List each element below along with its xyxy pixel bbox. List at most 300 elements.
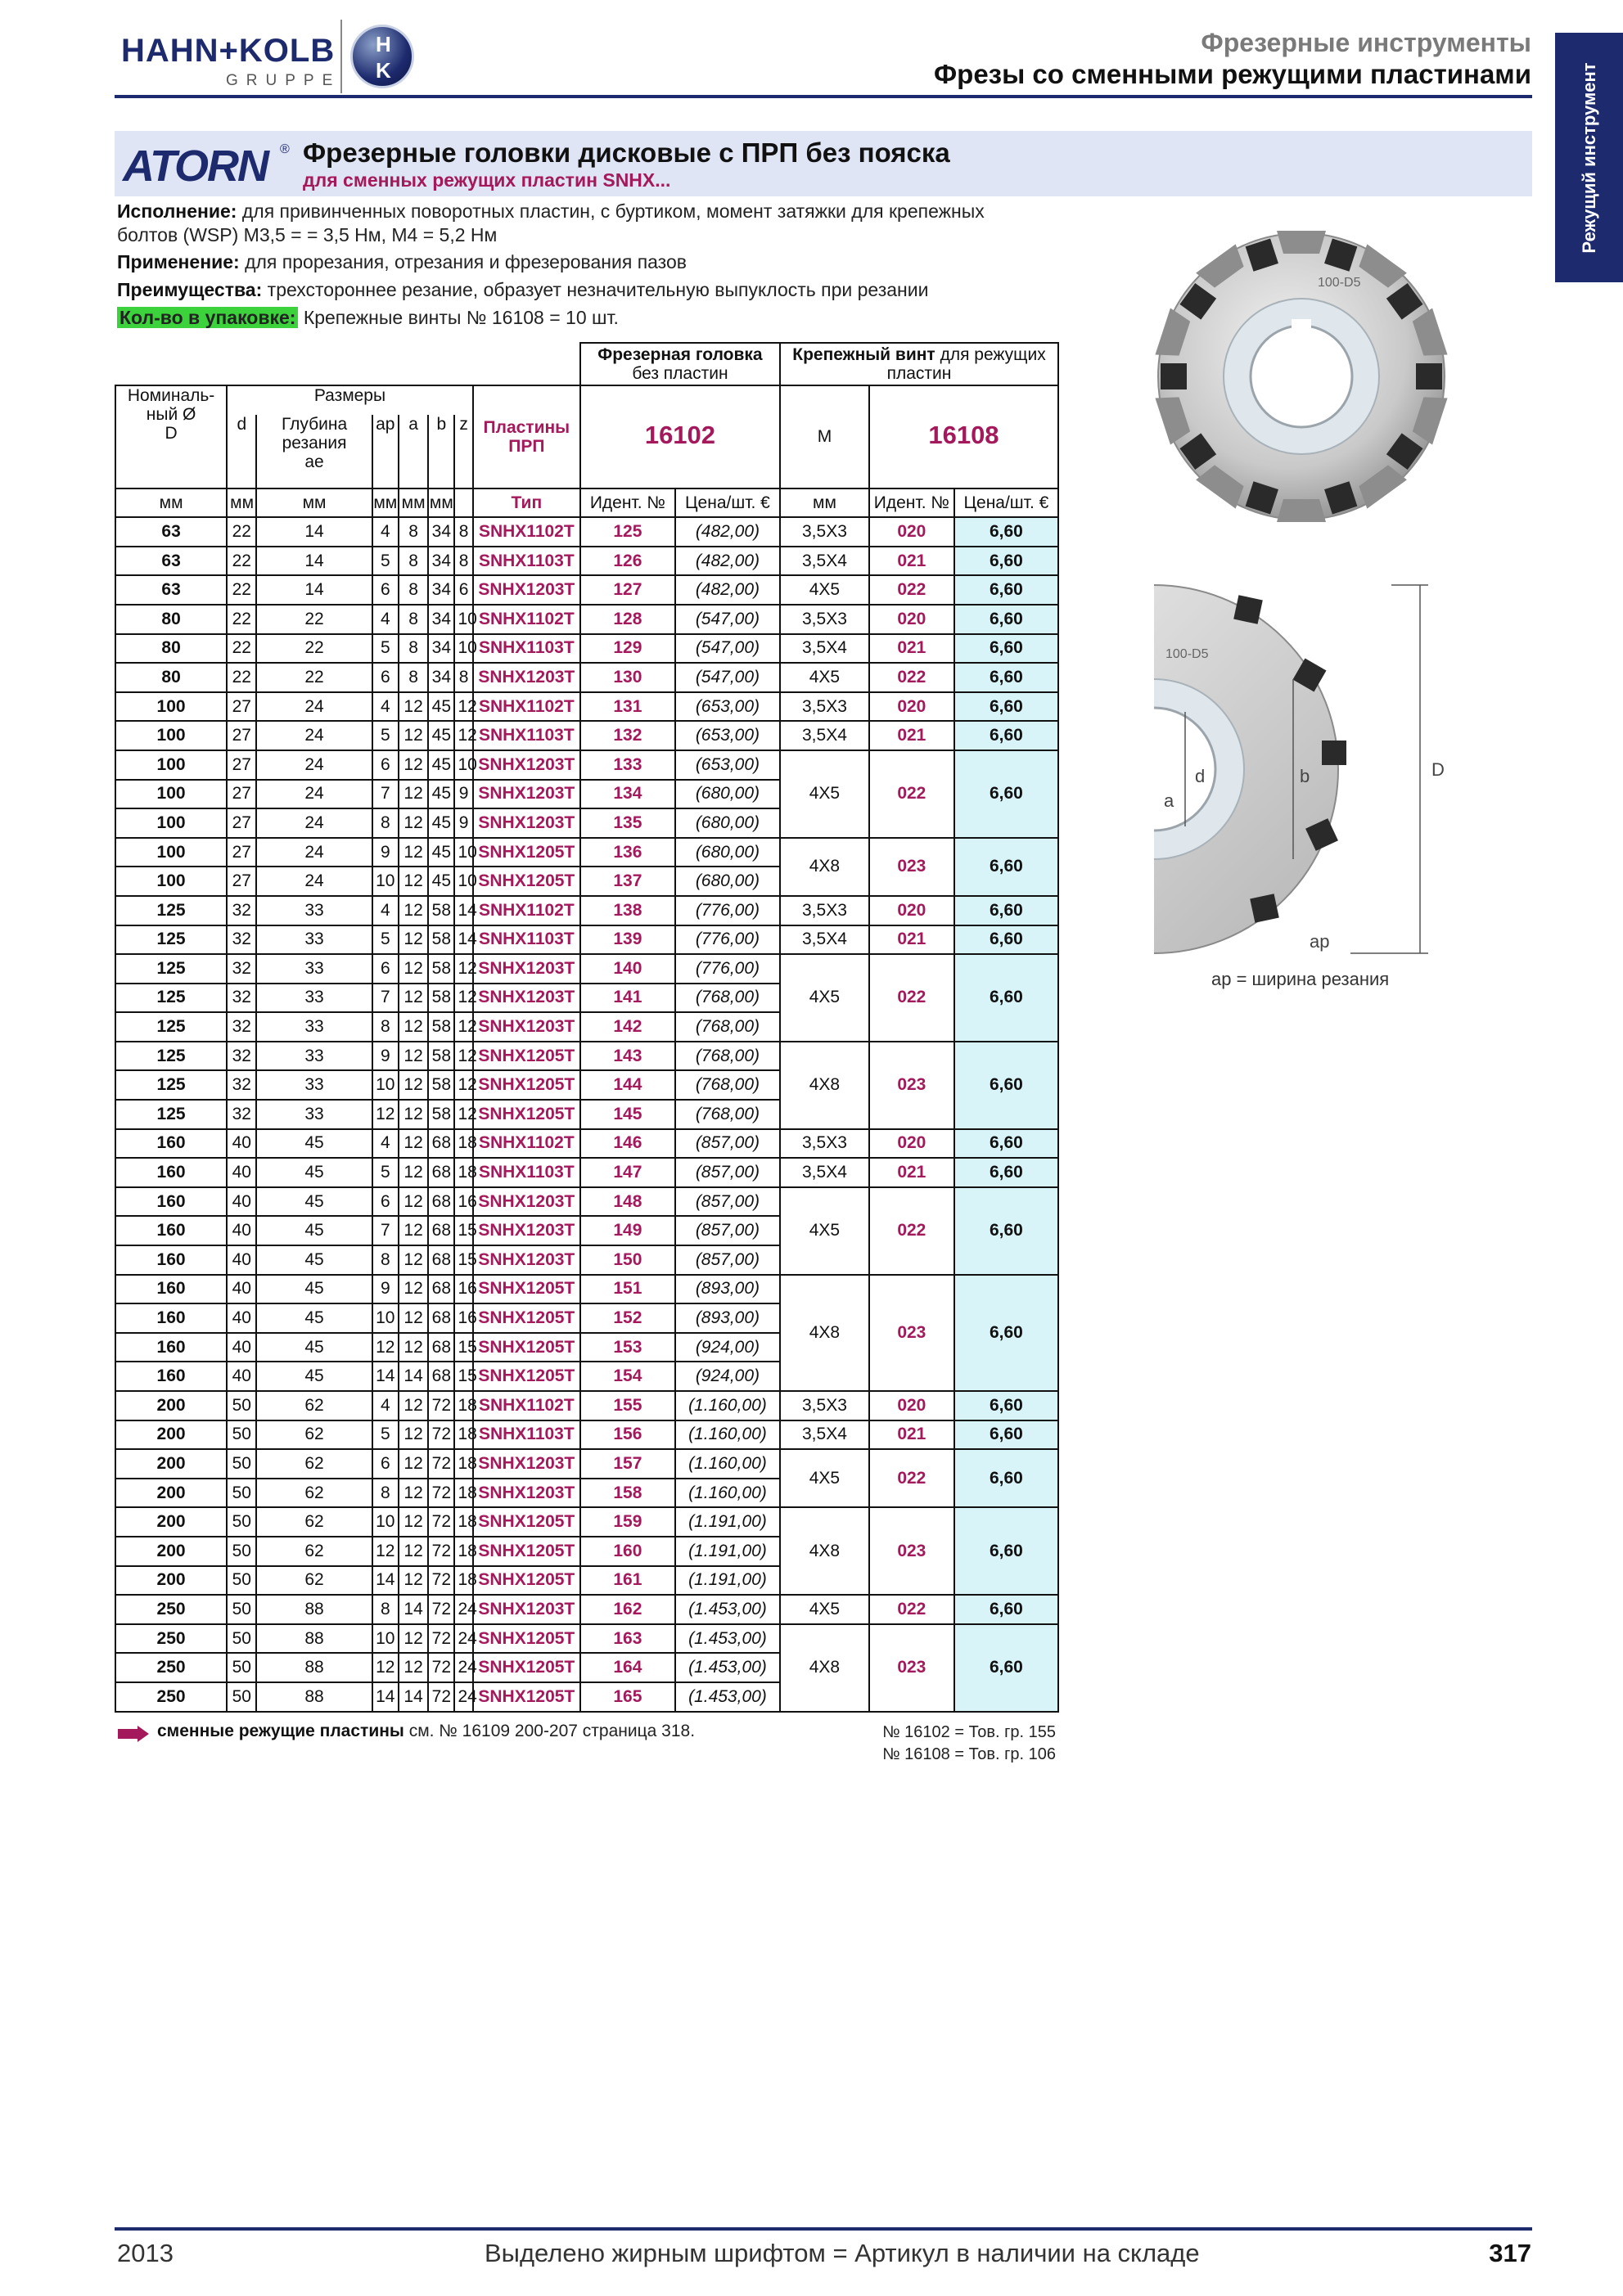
cell-a: 12	[399, 1158, 428, 1187]
cell-ae: 22	[256, 634, 372, 664]
cell-b: 68	[428, 1129, 454, 1159]
cell-a: 12	[399, 1245, 428, 1275]
cell-ap: 9	[372, 1275, 399, 1304]
cell-a: 8	[399, 547, 428, 576]
cell-b: 58	[428, 896, 454, 925]
cell-d: 32	[227, 925, 256, 955]
cell-type: SNHX1203T	[473, 1449, 580, 1479]
pack-text: Крепежные винты № 16108 = 10 шт.	[303, 307, 619, 328]
cell-ap: 10	[372, 1507, 399, 1537]
cell-screw-price: 6,60	[954, 692, 1058, 722]
cell-type: SNHX1205T	[473, 1682, 580, 1712]
cell-ap: 7	[372, 780, 399, 809]
cell-D: 125	[115, 1100, 227, 1129]
unit-id1: Идент. №	[580, 488, 675, 518]
footnote-product-groups	[868, 1722, 1056, 1766]
cell-ae: 24	[256, 838, 372, 867]
cell-screw-M: 4X5	[780, 750, 869, 838]
cell-screw-M: 3,5X3	[780, 692, 869, 722]
cell-ae: 62	[256, 1420, 372, 1450]
cell-d: 27	[227, 867, 256, 896]
cell-D: 250	[115, 1653, 227, 1682]
cell-screw-price: 6,60	[954, 925, 1058, 955]
cell-z: 18	[454, 1537, 472, 1566]
cell-D: 125	[115, 1012, 227, 1042]
cell-z: 18	[454, 1479, 472, 1508]
cell-id: 129	[580, 634, 675, 664]
cell-D: 160	[115, 1216, 227, 1245]
cell-z: 18	[454, 1507, 472, 1537]
unit-M: мм	[780, 488, 869, 518]
cell-ap: 6	[372, 1449, 399, 1479]
cell-id: 151	[580, 1275, 675, 1304]
cell-b: 72	[428, 1653, 454, 1682]
cell-type: SNHX1205T	[473, 1566, 580, 1596]
table-row	[115, 1042, 1058, 1071]
cell-D: 160	[115, 1187, 227, 1217]
hahn-kolb-logo	[121, 18, 416, 92]
cell-d: 40	[227, 1303, 256, 1333]
cell-a: 12	[399, 1449, 428, 1479]
cell-b: 58	[428, 984, 454, 1013]
desc-execution-text2: болтов (WSP) М3,5 = = 3,5 Нм, М4 = 5,2 Нм	[117, 224, 498, 245]
cell-d: 22	[227, 605, 256, 634]
cell-ap: 8	[372, 1595, 399, 1624]
cell-ae: 88	[256, 1595, 372, 1624]
cell-screw-id: 023	[869, 1042, 954, 1129]
cell-screw-M: 3,5X4	[780, 925, 869, 955]
table-row	[115, 547, 1058, 576]
cell-z: 12	[454, 1012, 472, 1042]
table-row	[115, 1275, 1058, 1304]
cell-ap: 6	[372, 663, 399, 692]
cell-a: 12	[399, 1187, 428, 1217]
cell-z: 10	[454, 605, 472, 634]
table-header-row-1	[115, 343, 1058, 385]
cell-screw-price: 6,60	[954, 1507, 1058, 1595]
cell-screw-M: 3,5X3	[780, 1129, 869, 1159]
cell-b: 34	[428, 663, 454, 692]
cell-a: 12	[399, 1624, 428, 1654]
cell-ap: 5	[372, 925, 399, 955]
header-nominal: Номиналь- ный Ø D	[115, 385, 227, 488]
plate-label-1: 100-D5	[1318, 276, 1361, 290]
cell-ae: 22	[256, 605, 372, 634]
desc-execution	[117, 200, 985, 247]
plate-label-2: 100-D5	[1165, 647, 1209, 661]
cell-d: 32	[227, 954, 256, 984]
cell-D: 250	[115, 1624, 227, 1654]
cell-type: SNHX1205T	[473, 1537, 580, 1566]
cell-z: 24	[454, 1682, 472, 1712]
cell-z: 16	[454, 1275, 472, 1304]
cell-z: 12	[454, 1100, 472, 1129]
product-title: Фрезерные головки дисковые с ПРП без пояска	[303, 137, 950, 168]
cell-price: (768,00)	[675, 984, 780, 1013]
cell-ae: 62	[256, 1391, 372, 1420]
cell-a: 12	[399, 721, 428, 750]
cell-a: 12	[399, 1537, 428, 1566]
cell-id: 149	[580, 1216, 675, 1245]
cell-D: 100	[115, 838, 227, 867]
cell-D: 125	[115, 925, 227, 955]
cell-b: 58	[428, 1012, 454, 1042]
cell-b: 45	[428, 750, 454, 780]
page-number: 317	[1489, 2239, 1531, 2267]
side-tab	[1555, 33, 1623, 282]
figure-caption: ap = ширина резания	[1211, 969, 1390, 989]
cell-id: 164	[580, 1653, 675, 1682]
cell-b: 58	[428, 1042, 454, 1071]
logo-mark-h: H	[376, 32, 391, 56]
unit-ap: мм	[372, 488, 399, 518]
table-row	[115, 1624, 1058, 1654]
cell-ae: 88	[256, 1682, 372, 1712]
cell-a: 12	[399, 1653, 428, 1682]
cell-D: 100	[115, 780, 227, 809]
cell-ap: 14	[372, 1362, 399, 1391]
table-units-row	[115, 488, 1058, 518]
cell-type: SNHX1203T	[473, 954, 580, 984]
cell-a: 12	[399, 1391, 428, 1420]
cell-d: 50	[227, 1653, 256, 1682]
cell-screw-M: 4X5	[780, 1187, 869, 1275]
cell-type: SNHX1203T	[473, 1187, 580, 1217]
cell-d: 32	[227, 1012, 256, 1042]
cell-type: SNHX1205T	[473, 1362, 580, 1391]
dim-label-b: b	[1300, 766, 1310, 786]
cell-D: 200	[115, 1479, 227, 1508]
cell-id: 162	[580, 1595, 675, 1624]
cell-ae: 62	[256, 1479, 372, 1508]
cell-id: 136	[580, 838, 675, 867]
cell-screw-id: 023	[869, 1624, 954, 1712]
cell-type: SNHX1103T	[473, 547, 580, 576]
cell-type: SNHX1205T	[473, 1507, 580, 1537]
cell-ap: 8	[372, 1245, 399, 1275]
cell-screw-M: 3,5X4	[780, 1420, 869, 1450]
cell-screw-price: 6,60	[954, 750, 1058, 838]
cell-type: SNHX1203T	[473, 1216, 580, 1245]
cell-screw-M: 3,5X3	[780, 896, 869, 925]
cell-ae: 24	[256, 780, 372, 809]
cell-price: (680,00)	[675, 838, 780, 867]
cell-a: 12	[399, 925, 428, 955]
cell-ae: 62	[256, 1449, 372, 1479]
cell-screw-price: 6,60	[954, 838, 1058, 896]
cell-b: 45	[428, 692, 454, 722]
cell-id: 159	[580, 1507, 675, 1537]
cell-type: SNHX1205T	[473, 838, 580, 867]
cell-screw-price: 6,60	[954, 605, 1058, 634]
cell-D: 160	[115, 1129, 227, 1159]
cell-price: (1.453,00)	[675, 1653, 780, 1682]
cell-z: 12	[454, 984, 472, 1013]
cell-ae: 45	[256, 1333, 372, 1362]
cell-ae: 24	[256, 721, 372, 750]
cell-z: 15	[454, 1245, 472, 1275]
table-row	[115, 1595, 1058, 1624]
cell-d: 27	[227, 808, 256, 838]
cell-d: 50	[227, 1682, 256, 1712]
unit-price2: Цена/шт. €	[954, 488, 1058, 518]
header-article-16102: 16102	[580, 385, 780, 488]
cell-type: SNHX1205T	[473, 1303, 580, 1333]
cell-z: 18	[454, 1158, 472, 1187]
cell-D: 200	[115, 1420, 227, 1450]
cell-id: 150	[580, 1245, 675, 1275]
cell-z: 18	[454, 1391, 472, 1420]
cell-d: 40	[227, 1187, 256, 1217]
cell-a: 14	[399, 1682, 428, 1712]
cell-type: SNHX1203T	[473, 1012, 580, 1042]
cell-screw-price: 6,60	[954, 1129, 1058, 1159]
cell-ae: 33	[256, 1042, 372, 1071]
cell-ap: 5	[372, 1420, 399, 1450]
cell-a: 12	[399, 1129, 428, 1159]
cell-screw-id: 021	[869, 547, 954, 576]
cell-id: 165	[580, 1682, 675, 1712]
cell-d: 40	[227, 1275, 256, 1304]
cell-D: 200	[115, 1537, 227, 1566]
cell-z: 12	[454, 954, 472, 984]
cell-b: 45	[428, 808, 454, 838]
cell-d: 50	[227, 1595, 256, 1624]
cell-d: 32	[227, 896, 256, 925]
cell-D: 100	[115, 808, 227, 838]
table-row	[115, 517, 1058, 547]
cell-type: SNHX1203T	[473, 808, 580, 838]
cell-price: (680,00)	[675, 808, 780, 838]
cell-ap: 4	[372, 896, 399, 925]
cell-z: 12	[454, 1070, 472, 1100]
cell-screw-price: 6,60	[954, 1042, 1058, 1129]
cell-screw-price: 6,60	[954, 1420, 1058, 1450]
cell-price: (893,00)	[675, 1275, 780, 1304]
table-row	[115, 605, 1058, 634]
cell-b: 68	[428, 1245, 454, 1275]
cell-type: SNHX1102T	[473, 517, 580, 547]
cell-ae: 14	[256, 547, 372, 576]
cell-price: (1.191,00)	[675, 1507, 780, 1537]
cell-b: 45	[428, 721, 454, 750]
cutter-photo	[1129, 213, 1473, 540]
cell-screw-M: 3,5X3	[780, 1391, 869, 1420]
cell-z: 18	[454, 1129, 472, 1159]
cell-D: 200	[115, 1566, 227, 1596]
cell-screw-id: 021	[869, 1420, 954, 1450]
table-row	[115, 663, 1058, 692]
cell-screw-price: 6,60	[954, 1449, 1058, 1507]
cell-id: 156	[580, 1420, 675, 1450]
cell-b: 34	[428, 575, 454, 605]
cell-D: 125	[115, 954, 227, 984]
cell-z: 10	[454, 634, 472, 664]
cell-d: 40	[227, 1362, 256, 1391]
cell-d: 50	[227, 1507, 256, 1537]
cell-b: 58	[428, 1070, 454, 1100]
cell-screw-M: 3,5X4	[780, 721, 869, 750]
cell-b: 72	[428, 1537, 454, 1566]
cell-b: 72	[428, 1595, 454, 1624]
cell-price: (924,00)	[675, 1333, 780, 1362]
cell-id: 126	[580, 547, 675, 576]
cell-d: 22	[227, 663, 256, 692]
cell-a: 12	[399, 1303, 428, 1333]
header-sizes: Размеры	[227, 385, 473, 415]
cell-b: 72	[428, 1479, 454, 1508]
cell-id: 154	[580, 1362, 675, 1391]
cell-price: (547,00)	[675, 663, 780, 692]
cell-a: 8	[399, 517, 428, 547]
cell-id: 146	[580, 1129, 675, 1159]
cell-D: 63	[115, 517, 227, 547]
cell-D: 63	[115, 547, 227, 576]
cell-d: 50	[227, 1449, 256, 1479]
header-rule	[115, 95, 1532, 98]
cell-id: 143	[580, 1042, 675, 1071]
table-row	[115, 692, 1058, 722]
cell-b: 72	[428, 1507, 454, 1537]
cell-z: 10	[454, 750, 472, 780]
cell-a: 12	[399, 1042, 428, 1071]
cell-screw-id: 021	[869, 634, 954, 664]
table-header-row-2	[115, 385, 1058, 415]
cell-price: (776,00)	[675, 925, 780, 955]
cell-z: 10	[454, 867, 472, 896]
cell-a: 14	[399, 1595, 428, 1624]
side-tab-label: Режущий инструмент	[1578, 61, 1599, 254]
cell-price: (653,00)	[675, 721, 780, 750]
header-group-screw: Крепежный винт для режущих пластин	[780, 343, 1058, 385]
cell-screw-id: 022	[869, 663, 954, 692]
cell-type: SNHX1203T	[473, 750, 580, 780]
cell-d: 40	[227, 1333, 256, 1362]
cell-screw-price: 6,60	[954, 721, 1058, 750]
header-z: z	[454, 415, 472, 488]
cell-a: 12	[399, 1507, 428, 1537]
cell-b: 34	[428, 605, 454, 634]
table-row	[115, 896, 1058, 925]
cell-D: 250	[115, 1595, 227, 1624]
cell-ap: 5	[372, 634, 399, 664]
atorn-registered-mark: ®	[280, 142, 290, 156]
cell-a: 14	[399, 1362, 428, 1391]
cell-type: SNHX1203T	[473, 575, 580, 605]
cell-price: (1.453,00)	[675, 1595, 780, 1624]
cell-b: 68	[428, 1303, 454, 1333]
desc-execution-text: для привинченных поворотных пластин, с буртиком, момент затяжки для крепежных	[241, 200, 985, 222]
cell-price: (857,00)	[675, 1245, 780, 1275]
cell-price: (653,00)	[675, 750, 780, 780]
desc-application-label: Применение:	[117, 251, 240, 272]
unit-d: мм	[227, 488, 256, 518]
cell-d: 50	[227, 1537, 256, 1566]
cell-a: 12	[399, 780, 428, 809]
cell-price: (1.453,00)	[675, 1624, 780, 1654]
cell-d: 22	[227, 547, 256, 576]
cell-price: (768,00)	[675, 1070, 780, 1100]
cell-d: 22	[227, 517, 256, 547]
cell-ae: 62	[256, 1507, 372, 1537]
cell-a: 12	[399, 1479, 428, 1508]
cell-z: 9	[454, 780, 472, 809]
header-category: Фрезерные инструменты	[1201, 28, 1531, 57]
cell-screw-price: 6,60	[954, 1624, 1058, 1712]
cell-id: 145	[580, 1100, 675, 1129]
cell-ae: 22	[256, 663, 372, 692]
cell-z: 12	[454, 692, 472, 722]
cell-z: 15	[454, 1216, 472, 1245]
cell-D: 160	[115, 1303, 227, 1333]
cell-D: 160	[115, 1275, 227, 1304]
cell-D: 125	[115, 896, 227, 925]
footer-note: Выделено жирным шрифтом = Артикул в наличии на складе	[485, 2239, 1200, 2267]
cell-ap: 10	[372, 1303, 399, 1333]
cell-b: 68	[428, 1158, 454, 1187]
cell-D: 160	[115, 1245, 227, 1275]
table-row	[115, 1449, 1058, 1479]
cell-D: 63	[115, 575, 227, 605]
footer-year: 2013	[117, 2239, 174, 2267]
cell-z: 24	[454, 1653, 472, 1682]
cell-id: 148	[580, 1187, 675, 1217]
cell-z: 12	[454, 1042, 472, 1071]
cell-ap: 5	[372, 721, 399, 750]
cell-a: 12	[399, 954, 428, 984]
cell-D: 80	[115, 663, 227, 692]
cell-type: SNHX1205T	[473, 1653, 580, 1682]
cell-b: 68	[428, 1187, 454, 1217]
cell-screw-price: 6,60	[954, 1595, 1058, 1624]
cell-price: (1.453,00)	[675, 1682, 780, 1712]
cell-screw-id: 023	[869, 1507, 954, 1595]
cell-d: 40	[227, 1129, 256, 1159]
cell-screw-id: 022	[869, 575, 954, 605]
cell-id: 128	[580, 605, 675, 634]
cell-ae: 88	[256, 1653, 372, 1682]
cell-d: 22	[227, 634, 256, 664]
desc-application-text: для прорезания, отрезания и фрезерования пазов	[245, 251, 687, 272]
cell-a: 12	[399, 1275, 428, 1304]
cell-type: SNHX1102T	[473, 1129, 580, 1159]
cell-ap: 4	[372, 1129, 399, 1159]
cell-price: (857,00)	[675, 1216, 780, 1245]
cell-id: 161	[580, 1566, 675, 1596]
table-row	[115, 634, 1058, 664]
unit-a: мм	[399, 488, 428, 518]
cell-ap: 6	[372, 750, 399, 780]
header-d: d	[227, 415, 256, 488]
cell-d: 32	[227, 1100, 256, 1129]
cell-screw-id: 020	[869, 692, 954, 722]
dim-label-a: a	[1164, 790, 1174, 811]
cell-price: (680,00)	[675, 867, 780, 896]
cell-screw-id: 023	[869, 838, 954, 896]
cell-screw-price: 6,60	[954, 663, 1058, 692]
header-title: Фрезы со сменными режущими пластинами	[934, 59, 1531, 89]
cell-ae: 88	[256, 1624, 372, 1654]
cell-D: 160	[115, 1333, 227, 1362]
cell-screw-id: 021	[869, 1158, 954, 1187]
cell-z: 24	[454, 1595, 472, 1624]
cell-id: 142	[580, 1012, 675, 1042]
dim-label-d: d	[1195, 766, 1206, 786]
cell-screw-id: 021	[869, 925, 954, 955]
cell-ap: 10	[372, 1070, 399, 1100]
cell-b: 72	[428, 1391, 454, 1420]
cell-screw-M: 4X5	[780, 575, 869, 605]
